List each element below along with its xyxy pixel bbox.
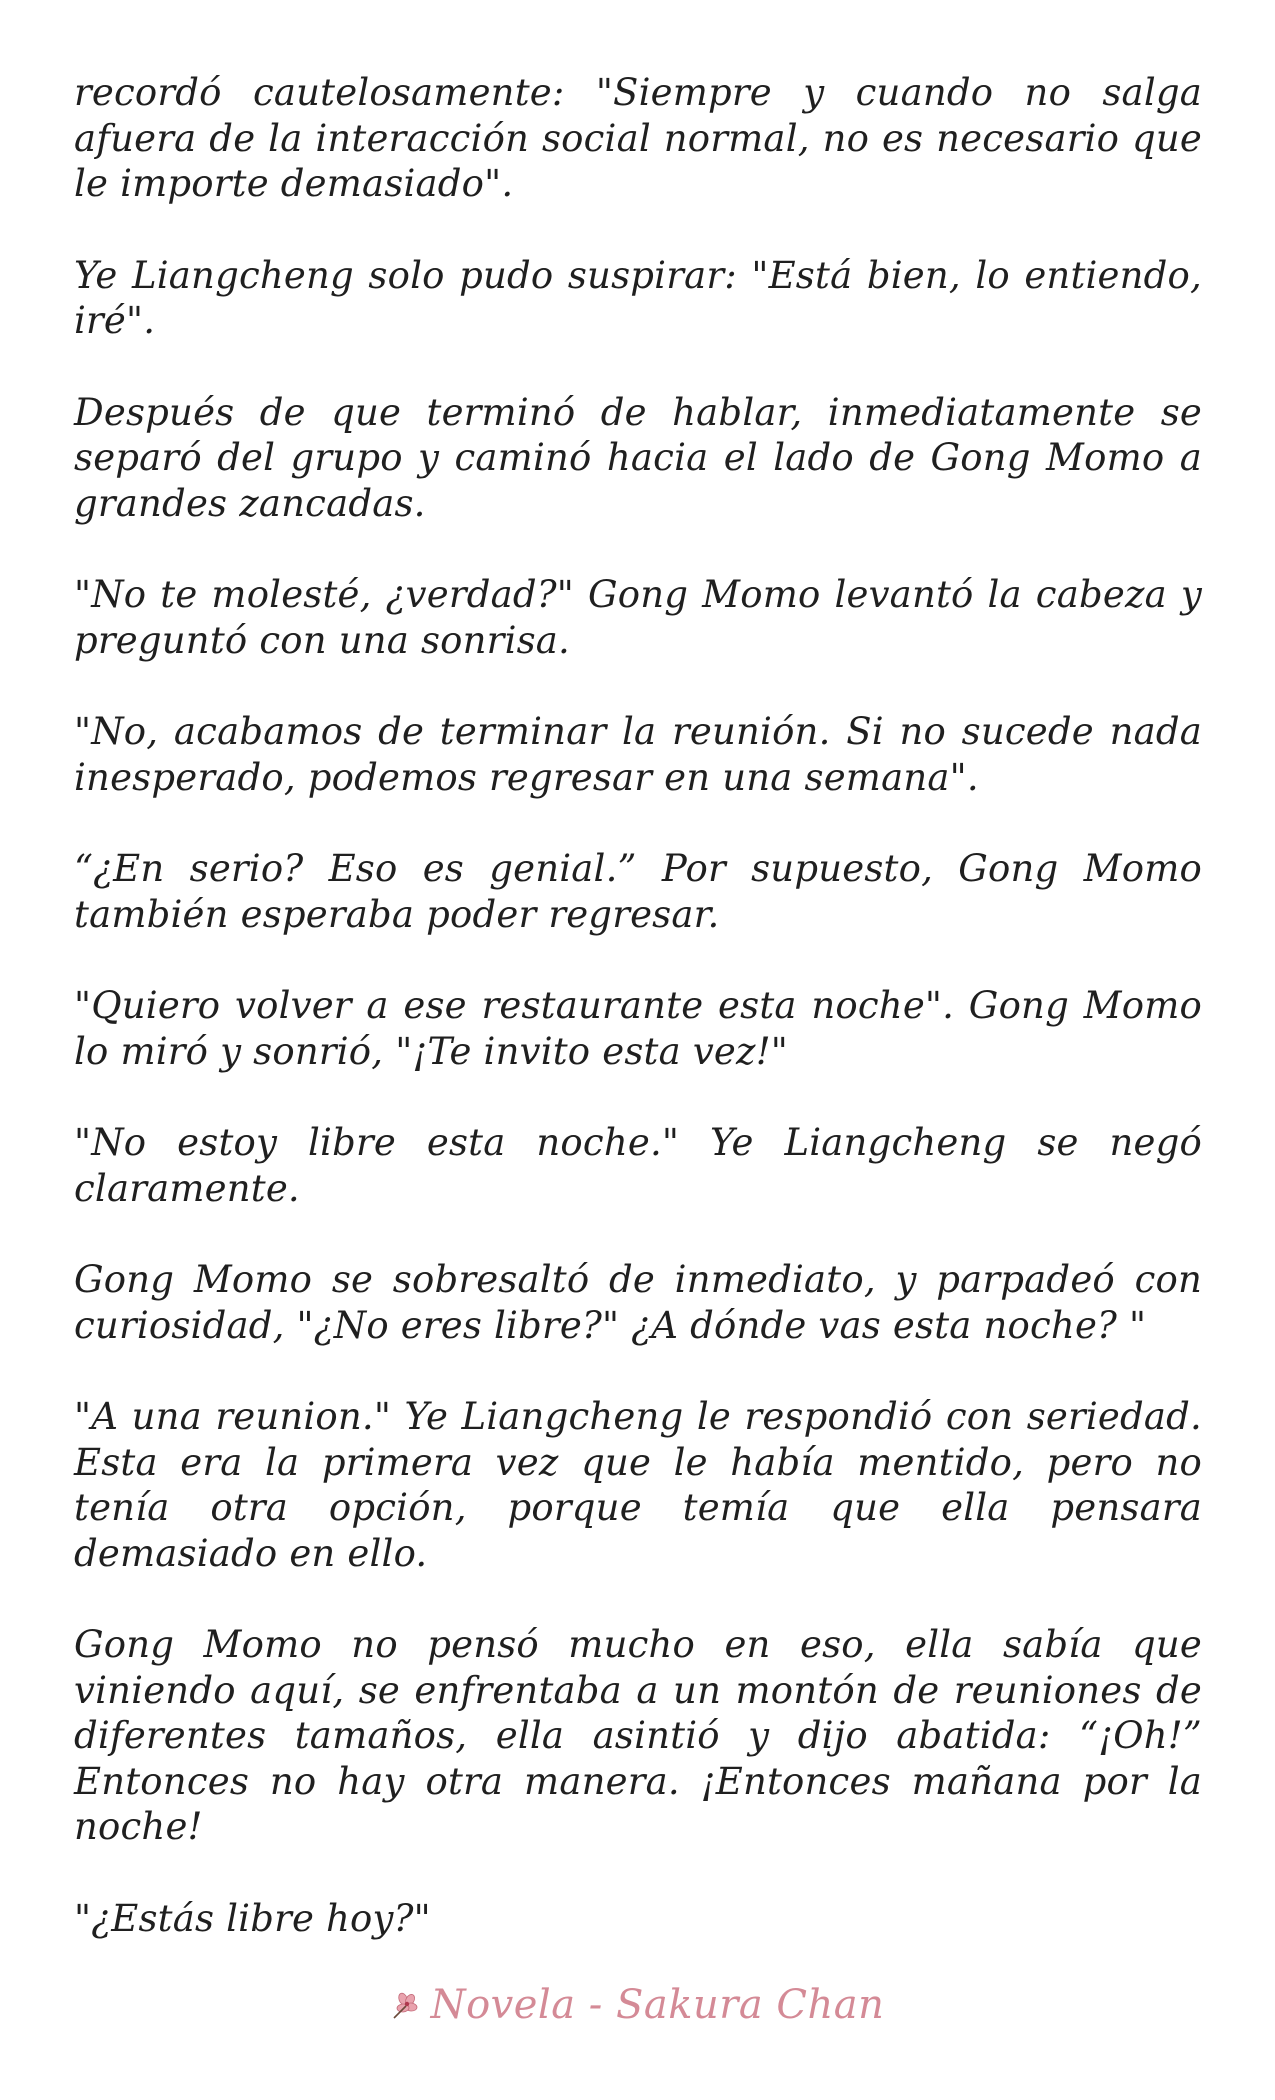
- paragraph: Gong Momo se sobresaltó de inmediato, y parpadeó con curiosidad, "¿No eres libre?" ¿A dónde vas esta noche? ": [74, 1258, 1202, 1347]
- paragraph: Gong Momo no pensó mucho en eso, ella sabía que viniendo aquí, se enfrentaba a un montón de reuniones de diferentes tamaños, ella asintió y dijo abatida: “¡Oh!” Entonces no hay otra manera. ¡Entonces mañana por la noche!: [74, 1623, 1202, 1848]
- paragraph: recordó cautelosamente: "Siempre y cuando no salga afuera de la interacción social normal, no es necesario que le importe demasiado".: [74, 71, 1202, 205]
- paragraph: Ye Liangcheng solo pudo suspirar: "Está bien, lo entiendo, iré".: [74, 253, 1202, 342]
- paragraph: “¿En serio? Eso es genial.” Por supuesto, Gong Momo también esperaba poder regresar.: [74, 847, 1202, 936]
- paragraph: "No, acabamos de terminar la reunión. Si no sucede nada inesperado, podemos regresar en una semana".: [74, 710, 1202, 799]
- paragraph: Después de que terminó de hablar, inmediatamente se separó del grupo y caminó hacia el lado de Gong Momo a grandes zancadas.: [74, 390, 1202, 525]
- sakura-blossom-icon: [391, 1985, 425, 2031]
- watermark: [0, 1982, 1275, 2031]
- paragraph: "Quiero volver a ese restaurante esta noche". Gong Momo lo miró y sonrió, "¡Te invito esta vez!": [74, 984, 1202, 1073]
- watermark-text: Novela - Sakura Chan: [430, 1982, 885, 2028]
- paragraph: "¿Estás libre hoy?": [74, 1896, 431, 1940]
- story-text: [74, 70, 1202, 1987]
- paragraph: "A una reunion." Ye Liangcheng le respondió con seriedad. Esta era la primera vez que le había mentido, pero no tenía otra opción, porque temía que ella pensara demasiado en ello.: [74, 1395, 1202, 1575]
- paragraph: "No te molesté, ¿verdad?" Gong Momo levantó la cabeza y preguntó con una sonrisa.: [74, 573, 1202, 662]
- paragraph: "No estoy libre esta noche." Ye Liangcheng se negó claramente.: [74, 1121, 1202, 1210]
